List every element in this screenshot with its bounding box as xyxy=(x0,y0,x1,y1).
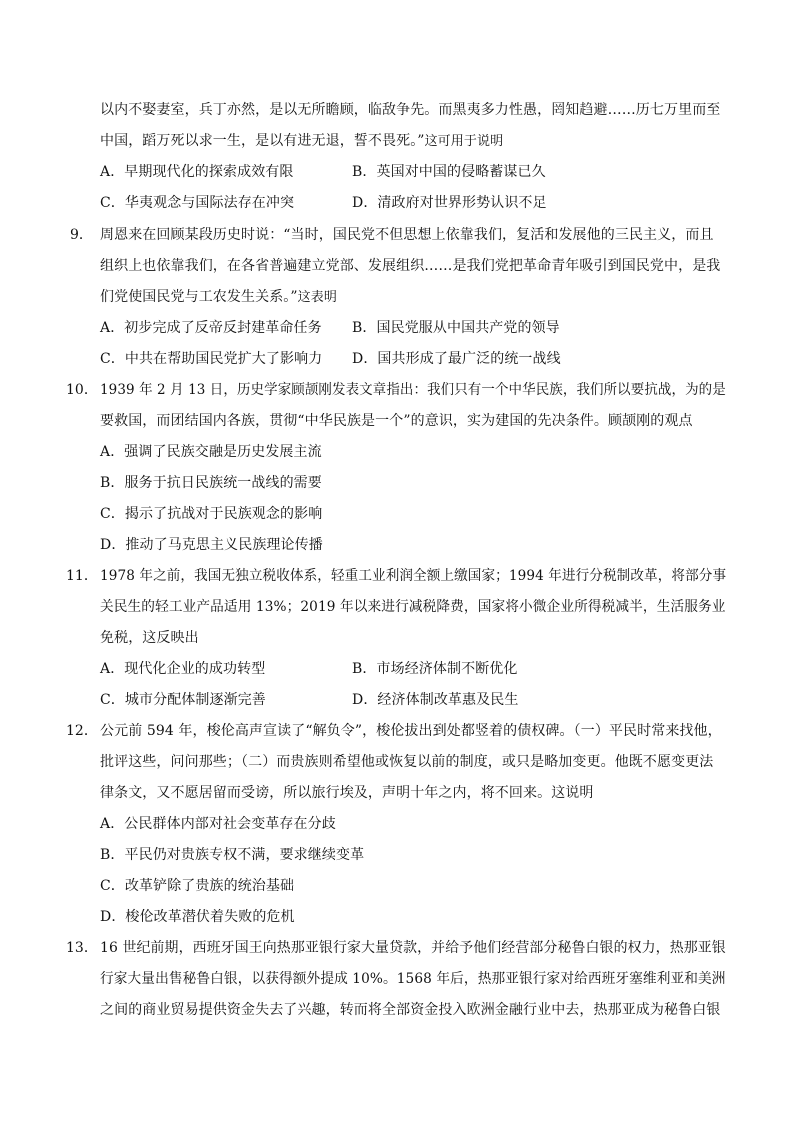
q11-option-c: C．城市分配体制逐渐完善 xyxy=(100,692,266,708)
q9-stem-line-1: 周恩来在回顾某段历史时说：“当时，国民党不但思想上依靠我们，复活和发展他的三民主义，而且 xyxy=(100,227,714,243)
q9-number: 9． xyxy=(70,227,93,243)
q10-stem-line-2: 要救国，而团结国内各族，贯彻“中华民族是一个”的意识，实为建国的先决条件。顾颉刚的观点 xyxy=(100,413,693,429)
q12-stem-line-1: 公元前 594 年，梭伦高声宣读了“解负令”，梭伦拔出到处都竖着的债权碑。（一）平民时常来找他， xyxy=(100,723,722,739)
q13-stem-line-1: 16 世纪前期，西班牙国王向热那亚银行家大量贷款，并给予他们经营部分秘鲁白银的权力，热那亚银 xyxy=(100,940,726,956)
q10-option-d: D．推动了马克思主义民族理论传播 xyxy=(100,537,323,553)
q8-option-a: A．早期现代化的探索成效有限 xyxy=(100,164,294,180)
q11-stem-line-1: 1978 年之前，我国无独立税收体系，轻重工业利润全额上缴国家；1994 年进行分税制改革，将部分事 xyxy=(100,568,727,584)
q12-number: 12． xyxy=(66,723,98,739)
q9-option-a: A．初步完成了反帝反封建革命任务 xyxy=(100,320,322,336)
q10-option-a: A．强调了民族交融是历史发展主流 xyxy=(100,444,322,460)
q12-stem-line-3: 律条文，又不愿居留而受谤，所以旅行埃及，声明十年之内，将不回来。这说明 xyxy=(100,785,594,801)
q9-stem-line-3 xyxy=(100,287,337,308)
q9-option-d: D．国共形成了最广泛的统一战线 xyxy=(352,351,561,367)
q11-option-d: D．经济体制改革惠及民生 xyxy=(352,692,519,708)
q12-option-b: B．平民仍对贵族专权不满，要求继续变革 xyxy=(100,847,365,863)
q8-question-prompt: 这可用于说明 xyxy=(424,134,504,149)
q8-option-d: D．清政府对世界形势认识不足 xyxy=(352,195,547,211)
q11-stem-line-2: 关民生的轻工业产品适用 13%；2019 年以来进行减税降费，国家将小微企业所得税减半，生活服务业 xyxy=(100,599,726,615)
q12-stem-line-2: 批评这些，问问那些；（二）而贵族则希望他或恢复以前的制度，或只是略加变更。他既不愿变更法 xyxy=(100,754,714,770)
q9-option-c: C．中共在帮助国民党扩大了影响力 xyxy=(100,351,323,367)
q12-option-d: D．梭伦改革潜伏着失败的危机 xyxy=(100,909,295,925)
q8-option-c: C．华夷观念与国际法存在冲突 xyxy=(100,195,295,211)
q10-option-c: C．揭示了抗战对于民族观念的影响 xyxy=(100,506,323,522)
q13-number: 13． xyxy=(66,940,98,956)
q13-stem-line-2: 行家大量出售秘鲁白银，以获得额外提成 10%。1568 年后，热那亚银行家对给西班牙塞维利亚和美洲 xyxy=(100,971,726,987)
q8-stem-line-2 xyxy=(100,131,503,152)
q8-stem-line-1: 以内不娶妻室，兵丁亦然，是以无所瞻顾，临敌争先。而黑夷多力性愚，罔知趋避……历七万里而至 xyxy=(100,102,721,118)
q10-option-b: B．服务于抗日民族统一战线的需要 xyxy=(100,475,322,491)
q12-option-c: C．改革铲除了贵族的统治基础 xyxy=(100,878,295,894)
q10-number: 10． xyxy=(66,382,98,398)
q9-question-prompt: 这表明 xyxy=(297,290,337,305)
q10-stem-line-1: 1939 年 2 月 13 日，历史学家顾颉刚发表文章指出：我们只有一个中华民族，我们所以要抗战，为的是 xyxy=(100,382,726,398)
q13-stem-line-3: 之间的商业贸易提供资金失去了兴趣，转而将全部资金投入欧洲金融行业中去，热那亚成为秘鲁白银 xyxy=(100,1002,721,1018)
q12-option-a: A．公民群体内部对社会变革存在分歧 xyxy=(100,816,336,832)
q9-option-b: B．国民党服从中国共产党的领导 xyxy=(352,320,560,336)
q11-option-a: A．现代化企业的成功转型 xyxy=(100,661,266,677)
q11-stem-line-3: 免税，这反映出 xyxy=(100,630,199,646)
q11-option-b: B．市场经济体制不断优化 xyxy=(352,661,518,677)
q8-option-b: B．英国对中国的侵略蓄谋已久 xyxy=(352,164,546,180)
q9-stem-line-3-text: 们党使国民党与工农发生关系。” xyxy=(100,289,298,305)
q9-stem-line-2: 组织上也依靠我们，在各省普遍建立党部、发展组织……是我们党把革命青年吸引到国民党中，是我 xyxy=(100,258,721,274)
q8-stem-line-2-text: 中国，蹈万死以求一生，是以有进无退，誓不畏死。” xyxy=(100,133,425,149)
q11-number: 11． xyxy=(66,568,98,584)
